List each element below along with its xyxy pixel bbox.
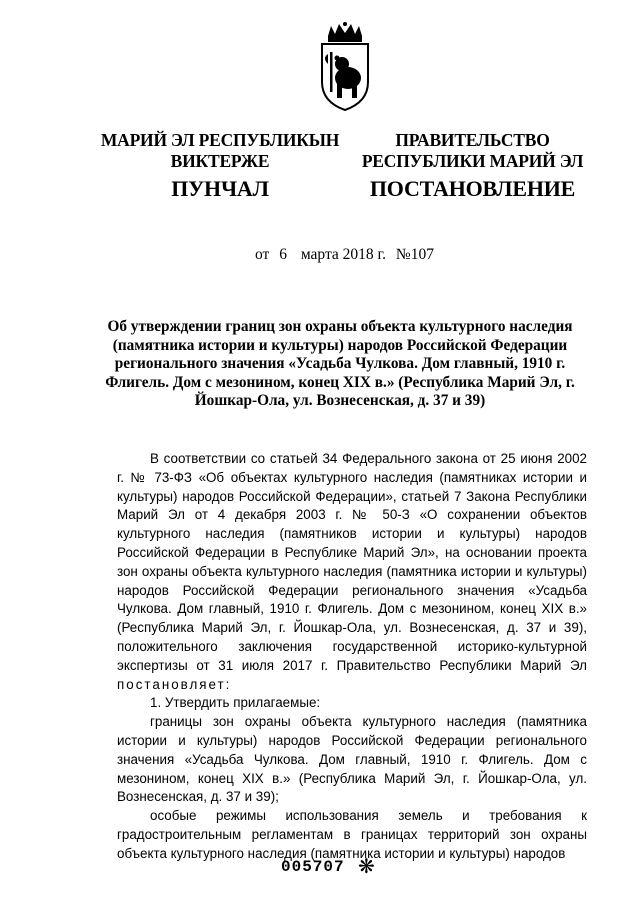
coat-of-arms-icon [318,22,372,112]
header-right-line1: ПРАВИТЕЛЬСТВО [395,130,550,150]
decree-verb: постановляет: [117,676,232,692]
ornament-mark: ❋ [358,854,375,878]
doc-type-mari: ПУНЧАЛ [171,176,269,201]
doc-type-russian: ПОСТАНОВЛЕНИЕ [369,176,576,201]
date-prefix: от [255,246,270,263]
header-right-line2: РЕСПУБЛИКИ МАРИЙ ЭЛ [361,151,584,171]
bear-icon [335,56,362,99]
header-left-line1: МАРИЙ ЭЛ РЕСПУБЛИКЫН [100,130,340,150]
body-paragraph-1-text: В соответствии со статьей 34 Федерального закона от 25 июня 2002 г. № 73-ФЗ «Об объектах культурного наследия (памятниках истории и культуры) народов Российской Федерации», статьей 7 Закона Республики Марий Эл от 4 декабря 2003 г. № 50-З «О сохранении объектов культурного наследия (памятников истории и культуры) народов Российской Федерации в Республике Марий Эл», на основании проекта зон охраны объекта культурного наследия (памятника истории и культуры) народов Российской Федерации регионального значения «Усадьба Чулкова. Дом главный, 1910 г. Флигель. Дом с мезонином, конец XIX в.» (Республика Марий Эл, г. Йошкар-Ола, ул. Вознесенская, д. 37 и 39), положительного заключения государственной историко-культурной экспертизы от 31 июля 2017 г. Правительство Республики Марий Эл [117,451,587,673]
date-day: 6 [279,246,287,263]
document-title: Об утверждении границ зон охраны объекта культурного наследия (памятника истории и культуры) народов Российской Федерации регионального значения «Усадьба Чулкова. Дом главный, 1910 г. Флигель. Дом с мезонином, конец XIX в.» (Республика Марий Эл, г. Йошкар-Ола, ул. Вознесенская, д. 37 и 39) [105,318,575,409]
axe-icon [325,52,333,92]
crown-icon [328,22,362,42]
document-number: 107 [410,246,434,263]
document-date-line [255,246,434,264]
body-paragraph-4: особые режимы использования земель и требования к градостроительным регламентам в границах территорий зон охраны объекта культурного наследия (памятника истории и культуры) народов [117,808,587,861]
body-paragraph-1 [117,450,587,694]
header-left-line2: ВИКТЕРЖЕ [170,151,270,171]
document-body [117,450,587,864]
header-right [360,130,585,172]
date-month-year: марта 2018 г. [300,246,387,263]
body-paragraph-2: 1. Утвердить прилагаемые: [150,695,321,711]
form-serial-number: 005707 [281,858,345,876]
body-paragraph-3: границы зон охраны объекта культурного наследия (памятника истории и культуры) народов Российской Федерации регионального значения «Усадьба Чулкова. Дом главный, 1910 г. Флигель. Дом с мезонином, конец XIX в.» (Республика Марий Эл, г. Йошкар-Ола, ул. Вознесенская, д. 37 и 39); [117,714,587,805]
number-sign: № [395,246,411,263]
header-left [95,130,345,172]
